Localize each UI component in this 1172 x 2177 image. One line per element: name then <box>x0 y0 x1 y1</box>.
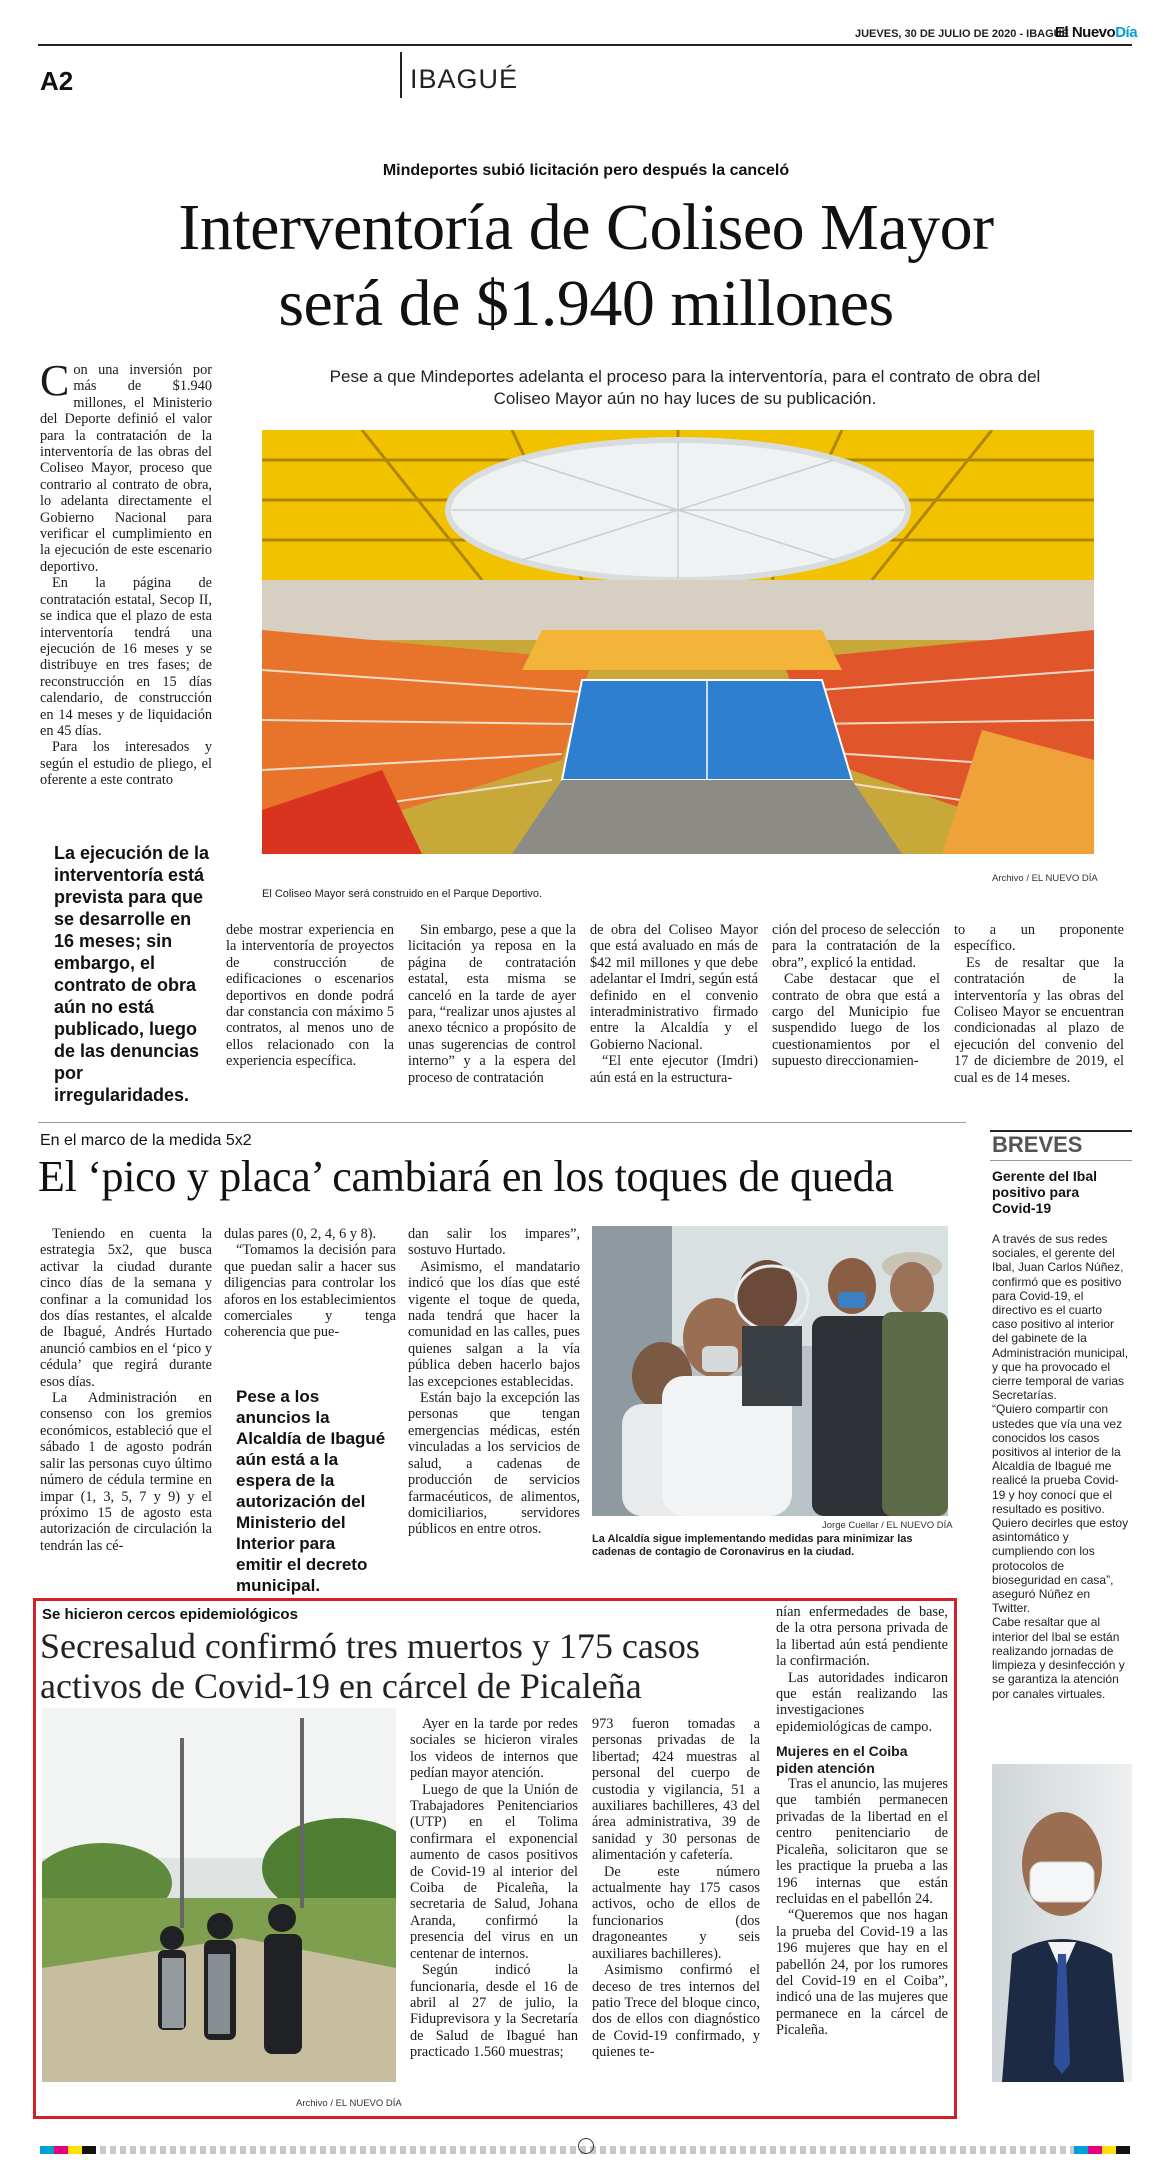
story1-col4-p1: de obra del Coliseo Mayor que está avaluado en más de $42 mil millones y que debe adelantar el Imdri, según está definido en el convenio interadministrativo firmado entre la Alcaldía y el Gobierno Nacional. <box>590 922 758 1053</box>
story3-col3-p3: Tras el anuncio, las mujeres que también permanecen privadas de la libertad en el centro penitenciario de Picaleña, solicitaron que se les practique la prueba a las 196 internas que están recluidas en el pabellón 24. <box>776 1776 948 1907</box>
story1-kicker: Mindeportes subió licitación pero después la canceló <box>382 162 790 179</box>
story2-headline: El ‘pico y placa’ cambiará en los toques de queda <box>38 1152 894 1201</box>
story2-column-3 <box>408 1226 580 1538</box>
story3-column-1 <box>410 1716 578 2061</box>
curfew-photo-caption: La Alcaldía sigue implementando medidas para minimizar las cadenas de contagio de Coronavirus en la ciudad. <box>592 1533 913 1558</box>
breves-p3: Cabe resaltar que al interior del Ibal se están realizando jornadas de limpieza y desinfección y se garantiza la atención por canales virtuales. <box>992 1615 1125 1701</box>
story3-kicker: Se hicieron cercos epidemiológicos <box>42 1606 298 1623</box>
coliseo-photo-credit: Archivo / EL NUEVO DÍA <box>992 873 1098 884</box>
prison-guards-photo <box>42 1708 396 2082</box>
story1-headline-line1: Interventoría de Coliseo Mayor <box>178 191 994 264</box>
brand-logo-dia: Día <box>1115 24 1138 41</box>
story1-col5-p2: Cabe destacar que el contrato de obra que está a cargo del Municipio fue suspendido luego de los cuestionamientos por el supuesto direccionamien- <box>772 971 940 1070</box>
story2-pull-quote: Pese a los anuncios la Alcaldía de Ibagué aún está a la espera de la autorización del Ministerio del Interior para emitir el decreto municipal. <box>236 1387 386 1595</box>
story2-column-1 <box>40 1226 212 1554</box>
story1-lead-line2: Coliseo Mayor aún no hay luces de su publicación. <box>493 389 877 408</box>
brand-logo <box>1055 24 1137 41</box>
story3-headline-line1: Secresalud confirmó tres muertos y 175 casos <box>40 1626 700 1666</box>
coliseo-photo <box>262 430 1094 854</box>
story1-col3-text: Sin embargo, pese a que la licitación ya reposa en la página de contratación estatal, esta misma se canceló en la tarde de ayer para, “realizar unos ajustes al anexo técnico a propósito de unas sugerencias de control interno” y a la espera del proceso de contratación <box>408 922 576 1086</box>
story1-column-1 <box>40 362 212 800</box>
breves-p2: “Quiero compartir con ustedes que vía una vez conocidos los casos positivos al interior de la Alcaldía de Ibagué me realicé la prueba Covid-19 y hoy conocí que el resultado es positivo. Quiero decirles que estoy asintomático y cumpliendo con los protocolos de bioseguridad en casa”, aseguró Núñez en Twitter. <box>992 1402 1129 1616</box>
story2-col1-p1: Teniendo en cuenta la estrategia 5x2, que busca activar la ciudad durante cinco días de la semana y confinar a la comunidad los dos días restantes, el alcalde de Ibagué, Andrés Hurtado anunció cambios en el ‘pico y cédula’ que regirá durante esos días. <box>40 1226 212 1390</box>
breves-title: BREVES <box>992 1132 1083 1157</box>
story2-column-2 <box>224 1226 396 1341</box>
story2-col3-p1: dan salir los impares”, sostuvo Hurtado. <box>408 1226 580 1259</box>
story1-headline-line2: será de $1.940 millones <box>278 267 894 340</box>
story3-headline <box>40 1626 770 1706</box>
curfew-photo <box>592 1226 948 1516</box>
story1-col4-p2: “El ente ejecutor (Imdri) aún está en la estructura- <box>590 1053 758 1086</box>
story2-col2-p1: dulas pares (0, 2, 4, 6 y 8). <box>224 1226 377 1242</box>
story3-column-3 <box>776 1604 948 2039</box>
story1-col2-text: debe mostrar experiencia en la interventoría de proyectos de construcción de edificaciones o escenarios deportivos en donde podrá dar constancia con máximo 5 contratos, al menos uno de ellos relacionado con la experiencia específica. <box>226 922 394 1070</box>
section-name: IBAGUÉ <box>410 64 519 94</box>
story1-pull-quote: La ejecución de la interventoría está prevista para que se desarrolle en 16 meses; sin embargo, el contrato de obra aún no está publicado, luego de las denuncias por irregularidades. <box>54 843 210 1105</box>
curfew-photo-credit: Jorge Cuellar / EL NUEVO DÍA <box>822 1520 953 1531</box>
ibal-manager-photo <box>992 1764 1132 2082</box>
story1-lead <box>265 366 1105 410</box>
story3-col1-p2: Luego de que la Unión de Trabajadores Penitenciarios (UTP) en el Tolima confirmara el exponencial aumento de casos positivos de Covid-19 al interior del Coiba de Picaleña, la secretaria de Salud, Johana Aranda, confirmó la presencia del virus en un centenar de internos. <box>410 1781 578 1962</box>
header-rule <box>38 44 1132 46</box>
story1-col5-p1: ción del proceso de selección para la contratación de la obra”, explicó la entidad. <box>772 922 940 971</box>
story1-column-2 <box>226 922 394 1070</box>
date-line: JUEVES, 30 DE JULIO DE 2020 - IBAGUÉ <box>855 28 1069 40</box>
prison-photo-credit: Archivo / EL NUEVO DÍA <box>296 2098 402 2109</box>
story1-column-5 <box>772 922 940 1070</box>
story1-dropcap: C <box>40 362 70 405</box>
story1-lead-line1: Pese a que Mindeportes adelanta el proceso para la interventoría, para el contrato de obra del <box>329 367 1041 386</box>
story1-column-4 <box>590 922 758 1086</box>
story3-col3-p2: Las autoridades indicaron que están realizando las investigaciones epidemiológicas de campo. <box>776 1669 948 1735</box>
story2-col2-p2: “Tomamos la decisión para que puedan salir a hacer sus diligencias para controlar los aforos en los establecimientos comerciales y tenga coherencia que pue- <box>224 1242 396 1341</box>
story3-col2-p3: Asimismo confirmó el deceso de tres internos del patio Trece del bloque cinco, dos de ellos con diagnóstico de Covid-19 confirmado, y quienes te- <box>592 1962 760 2061</box>
story2-kicker: En el marco de la medida 5x2 <box>40 1132 252 1149</box>
breves-headline: Gerente del Ibal positivo para Covid-19 <box>992 1168 1098 1216</box>
page-number: A2 <box>40 66 74 96</box>
story1-col6-p2: Es de resaltar que la contratación de la interventoría y las obras del Coliseo Mayor se encuentran condicionadas al plazo de ejecución del convenio del 17 de diciembre de 2019, el cual es de 14 meses. <box>954 954 1124 1086</box>
breves-p1: A través de sus redes sociales, el gerente del Ibal, Juan Carlos Núñez, confirmó que es positivo para Covid-19, el directivo es el cuarto caso positivo al interior del gabinete de la Administración municipal, y que ha provocado el cierre temporal de varias Secretarías. <box>992 1232 1129 1403</box>
story3-col3-p4: “Queremos que nos hagan la prueba del Covid-19 a las 196 mujeres que hay en el pabellón 24, por los rumores del Covid-19 en el Coiba”, indicó una de las mujeres que permanece en la cárcel de Picaleña. <box>776 1907 948 2039</box>
story1-col1-p1: on una inversión por más de $1.940 millones, el Ministerio del Deporte definió el valor para la contratación de la interventoría de las obras del Coliseo Mayor, proceso que contrario al contrato de obra, lo adelanta directamente el Gobierno Nacional para verificar el cumplimiento en la ejecución de este escenario deportivo. <box>40 362 212 575</box>
story1-column-6 <box>954 922 1124 1086</box>
coliseo-photo-caption: El Coliseo Mayor será construido en el Parque Deportivo. <box>262 888 543 900</box>
breves-body <box>992 1232 1130 1701</box>
registration-mark-icon <box>578 2138 594 2154</box>
brand-logo-text: El Nuevo <box>1055 24 1116 41</box>
breves-title-rule <box>990 1160 1132 1161</box>
story2-col3-p3: Están bajo la excepción las personas que tengan emergencias médicas, estén vinculadas a los servicios de salud, a cadenas de producción de servicios farmacéuticos, de alimentos, domiciliarios, servidores públicos en entre otros. <box>408 1390 580 1538</box>
story3-col1-p3: Según indicó la funcionaria, desde el 16 de abril al 27 de julio, la Fiduprevisora y la Secretaría de Salud de Ibagué han practicado 1.560 muestras; <box>410 1962 578 2061</box>
story3-col1-p1: Ayer en la tarde por redes sociales se hicieron virales los videos de internos que pedían mayor atención. <box>410 1716 578 1782</box>
story2-col1-p2: La Administración en consenso con los gremios económicos, estableció que el sábado 1 de agosto podrán salir las personas cuyo último número de cédula termine en impar (1, 3, 5, 7 y 9) y el próximo 15 de agosto esta autorización de circulación la tendrán las cé- <box>40 1390 212 1554</box>
story3-column-2 <box>592 1716 760 2061</box>
section-divider <box>400 52 402 98</box>
story3-col3-p1: nían enfermedades de base, de la otra persona privada de la libertad aún está pendiente la confirmación. <box>776 1604 948 1670</box>
story1-col6-p1: to a un proponente específico. <box>954 922 1124 955</box>
story3-headline-line2: activos de Covid-19 en cárcel de Picaleña <box>40 1666 642 1706</box>
story2-col3-p2: Asimismo, el mandatario indicó que los días que esté vigente el toque de queda, nada tendrá que hacer la comunidad en las calles, pues quienes salgan a la vía pública deben hacerlo bajos las excepciones establecidas. <box>408 1258 580 1390</box>
story1-headline <box>0 190 1172 342</box>
story1-bottom-rule <box>38 1122 966 1123</box>
story3-subhead: Mujeres en el Coiba piden atención <box>776 1743 908 1776</box>
story3-col2-p2: De este número actualmente hay 175 casos activos, ocho de ellos de funcionarios (dos dragoneantes y seis auxiliares bachilleres). <box>592 1863 760 1962</box>
story1-column-3 <box>408 922 576 1086</box>
story3-col2-p1: 973 fueron tomadas a personas privadas de la libertad; 424 muestras al personal del cuerpo de custodia y vigilancia, 51 a auxiliares bachilleres, 43 del área administrativa, 39 de sanidad y 30 personas de alimentación y cafetería. <box>592 1716 760 1864</box>
story1-col1-p3: Para los interesados y según el estudio de pliego, el oferente a este contrato <box>40 739 212 789</box>
story1-col1-p2: En la página de contratación estatal, Secop II, se indica que el plazo de esta interventoría tendrá una ejecución de 16 meses y se distribuye en tres fases; de reconstrucción en 15 días calendario, de construcción en 14 meses y de liquidación en 45 días. <box>40 575 212 739</box>
